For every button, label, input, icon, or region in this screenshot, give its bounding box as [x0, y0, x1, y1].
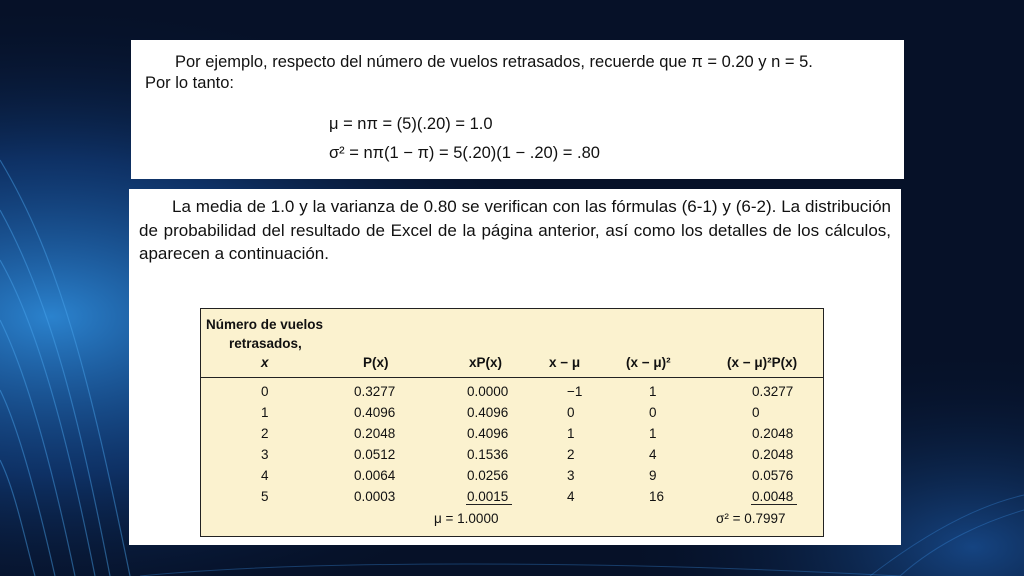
cell-deviation: 4 [567, 489, 575, 504]
cell-deviation: 3 [567, 468, 575, 483]
cell-squared-deviation: 4 [649, 447, 657, 462]
header-divider [201, 377, 823, 378]
cell-weighted: 0.0048 [752, 489, 794, 504]
cell-squared-deviation: 1 [649, 384, 657, 399]
header-x-line-1: Número de vuelos [206, 317, 324, 332]
distribution-table [200, 308, 824, 537]
header-squared-deviation: (x − μ)² [626, 355, 671, 370]
intro-text [145, 52, 895, 94]
header-deviation: x − μ [549, 355, 581, 370]
cell-squared-deviation: 9 [649, 468, 657, 483]
cell-x: 5 [261, 489, 269, 504]
cell-xpx: 0.0015 [467, 489, 509, 504]
cell-px: 0.0512 [354, 447, 396, 462]
mean-formula: μ = nπ = (5)(.20) = 1.0 [329, 115, 493, 133]
mean-total: μ = 1.0000 [434, 511, 499, 526]
header-x-line-3: x [261, 355, 269, 370]
cell-weighted: 0.0576 [752, 468, 794, 483]
cell-weighted: 0.2048 [752, 426, 794, 441]
header-x-line-2: retrasados, [229, 336, 302, 351]
cell-xpx: 0.0256 [467, 468, 509, 483]
intro-line-1: Por ejemplo, respecto del número de vuelos retrasados, recuerde que π = 0.20 y n = 5. [175, 53, 813, 71]
cell-x: 3 [261, 447, 269, 462]
cell-px: 0.0003 [354, 489, 396, 504]
verification-text: La media de 1.0 y la varianza de 0.80 se verifican con las fórmulas (6-1) y (6-2). La distribución de probabilidad del resultado de Excel de la página anterior, así como los detalles de los cálculos, aparecen a continuación. [139, 197, 891, 263]
cell-weighted: 0.3277 [752, 384, 794, 399]
xpx-sum-underline [466, 504, 512, 505]
cell-deviation: 0 [567, 405, 575, 420]
cell-squared-deviation: 16 [649, 489, 665, 504]
cell-squared-deviation: 1 [649, 426, 657, 441]
cell-deviation: 1 [567, 426, 575, 441]
cell-px: 0.3277 [354, 384, 396, 399]
intro-line-2: Por lo tanto: [145, 74, 234, 92]
cell-xpx: 0.4096 [467, 405, 509, 420]
example-panel [131, 40, 904, 179]
cell-weighted: 0 [752, 405, 760, 420]
header-xpx: xP(x) [469, 355, 503, 370]
verification-paragraph [139, 195, 891, 266]
verification-panel [129, 189, 901, 545]
variance-formula: σ² = nπ(1 − π) = 5(.20)(1 − .20) = .80 [329, 144, 600, 162]
cell-px: 0.0064 [354, 468, 396, 483]
cell-x: 4 [261, 468, 269, 483]
cell-deviation: 2 [567, 447, 575, 462]
cell-xpx: 0.0000 [467, 384, 509, 399]
cell-deviation: −1 [567, 384, 583, 399]
cell-px: 0.4096 [354, 405, 396, 420]
cell-xpx: 0.1536 [467, 447, 509, 462]
header-weighted-squared-deviation: (x − μ)²P(x) [727, 355, 798, 370]
cell-x: 0 [261, 384, 269, 399]
cell-weighted: 0.2048 [752, 447, 794, 462]
variance-total: σ² = 0.7997 [716, 511, 786, 526]
cell-squared-deviation: 0 [649, 405, 657, 420]
cell-x: 2 [261, 426, 269, 441]
weighted-sum-underline [751, 504, 797, 505]
cell-x: 1 [261, 405, 269, 420]
cell-px: 0.2048 [354, 426, 396, 441]
header-px: P(x) [363, 355, 389, 370]
cell-xpx: 0.4096 [467, 426, 509, 441]
